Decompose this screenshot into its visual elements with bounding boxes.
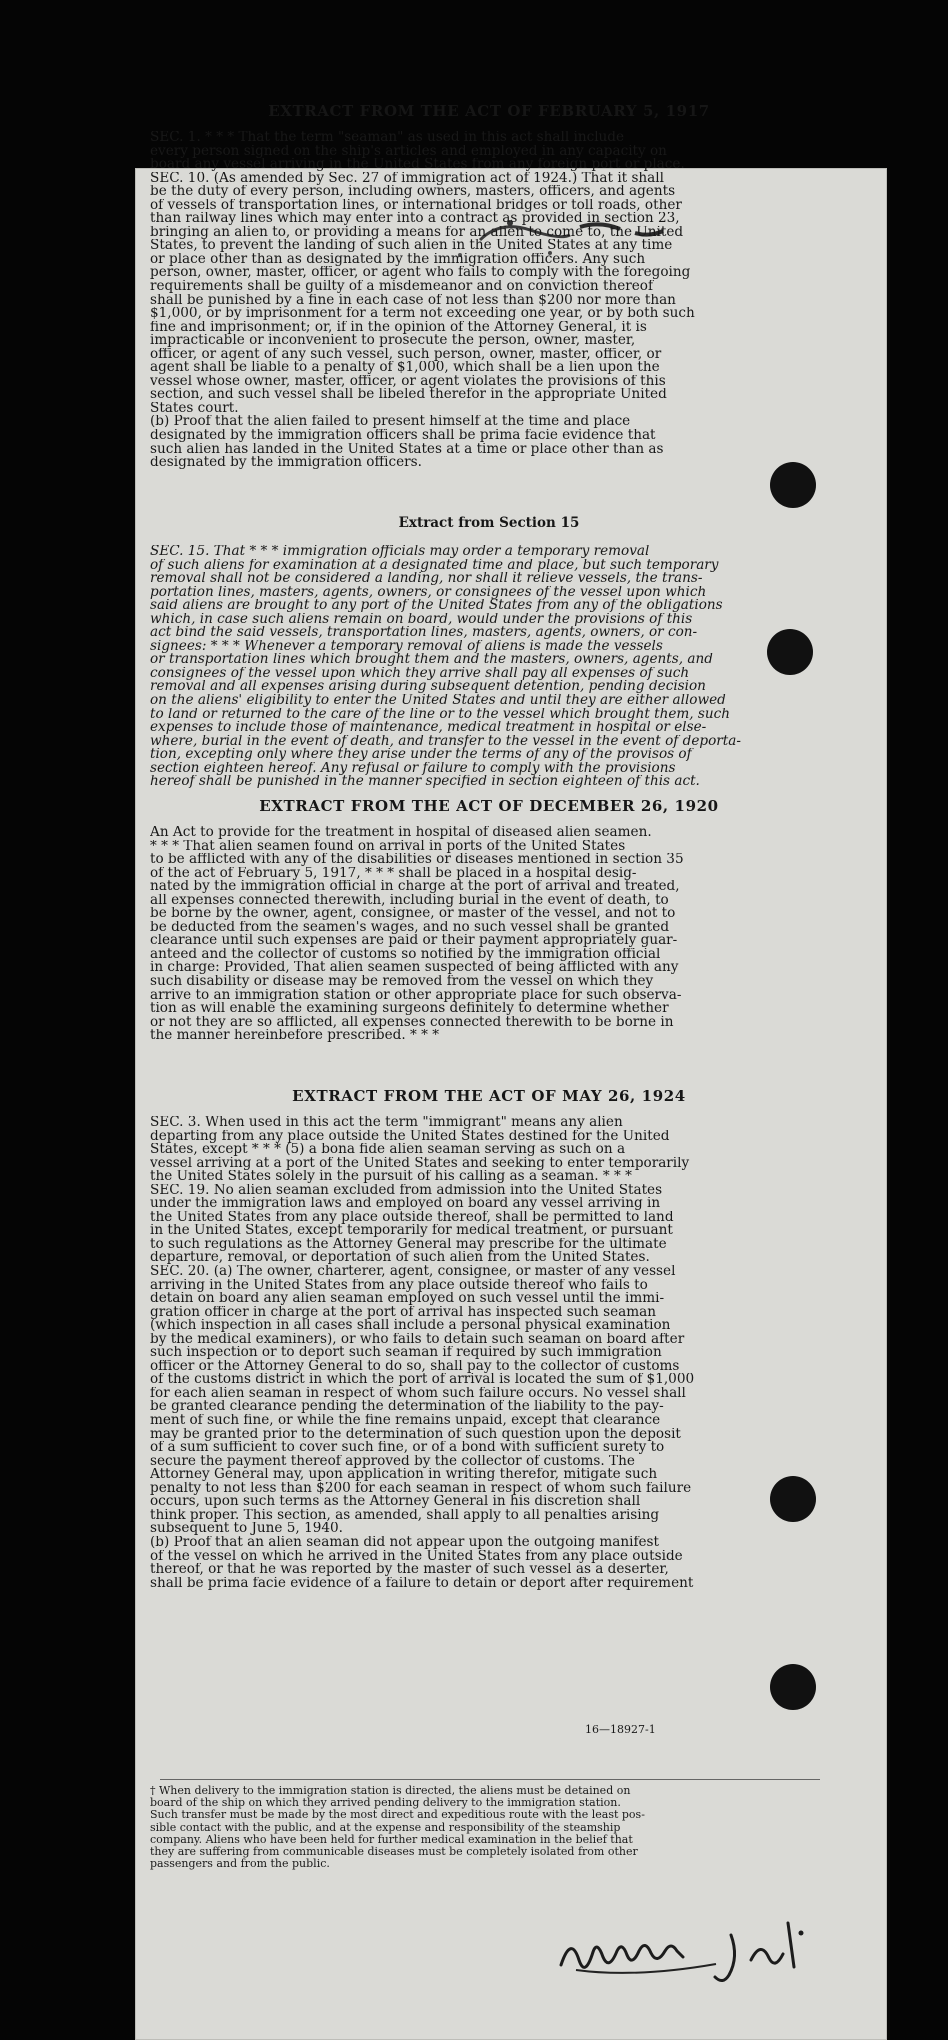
section-1917-text xyxy=(150,131,828,470)
text-line: be deducted from the seamen's wages, and no such vessel shall be granted xyxy=(150,920,670,935)
text-line: all expenses connected therewith, including burial in the event of death, to xyxy=(150,893,669,908)
text-line: (b) Proof that the alien failed to present himself at the time and place xyxy=(150,415,631,430)
text-line: of such aliens for examination at a designated time and place, but such temporary xyxy=(150,558,719,573)
text-line: arriving in the United States from any place outside thereof who fails to xyxy=(150,1278,648,1293)
text-line: (b) Proof that an alien seaman did not appear upon the outgoing manifest xyxy=(150,1535,659,1550)
text-line: of the customs district in which the port of arrival is located the sum of $1,000 xyxy=(150,1373,695,1387)
text-line: shall be prima facie evidence of a failure to detain or deport after requirement xyxy=(150,1576,694,1591)
text-line: subsequent to June 5, 1940. xyxy=(150,1522,343,1536)
text-line: signees: * * * Whenever a temporary removal of aliens is made the vessels xyxy=(150,639,663,654)
text-line: secure the payment thereof approved by the collector of customs. The xyxy=(150,1454,635,1469)
text-line: removal shall not be considered a landing, nor shall it relieve vessels, the trans- xyxy=(150,572,703,586)
text-line: by the medical examiners), or who fails to detain such seaman on board after xyxy=(150,1332,685,1347)
text-line: in the United States, except temporarily for medical treatment, or pursuant xyxy=(150,1224,673,1238)
text-line: in charge: Provided, That alien seamen suspected of being afflicted with any xyxy=(150,961,679,976)
text-line: on the aliens' eligibility to enter the United States and until they are either allowed xyxy=(150,694,726,708)
text-line: to such regulations as the Attorney General may prescribe for the ultimate xyxy=(150,1237,667,1252)
heading-section-15: Extract from Section 15 xyxy=(398,515,580,531)
text-line: sible contact with the public, and at the expense and responsibility of the steamship xyxy=(150,1821,621,1834)
text-line: * * * That alien seamen found on arrival in ports of the United States xyxy=(150,839,626,854)
heading-act-1920: EXTRACT FROM THE ACT OF DECEMBER 26, 1920 xyxy=(259,797,719,815)
text-line: of a sum sufficient to cover such fine, or of a bond with sufficient surety to xyxy=(150,1441,665,1455)
text-line: think proper. This section, as amended, shall apply to all penalties arising xyxy=(150,1508,660,1523)
heading-act-1924: EXTRACT FROM THE ACT OF MAY 26, 1924 xyxy=(292,1087,686,1105)
text-line: clearance until such expenses are paid or their payment appropriately guar- xyxy=(150,934,678,948)
text-line: for each alien seaman in respect of whom such failure occurs. No vessel shall xyxy=(150,1386,686,1401)
text-line: SEC. 19. No alien seaman excluded from admission into the United States xyxy=(150,1183,663,1198)
text-line: impracticable or inconvenient to prosecute the person, owner, master, xyxy=(150,334,636,348)
text-line: expenses to include those of maintenance, medical treatment in hospital or else- xyxy=(150,721,707,735)
text-line: or transportation lines which brought them and the masters, owners, agents, and xyxy=(150,653,713,667)
text-line: penalty to not less than $200 for each seaman in respect of whom such failure xyxy=(150,1481,692,1496)
text-line: States court. xyxy=(150,401,239,416)
text-line: board any vessel arriving in the United States from any foreign port or place. xyxy=(150,158,685,172)
footnote-text xyxy=(150,1785,828,1870)
text-line: person, owner, master, officer, or agent who fails to comply with the foregoing xyxy=(150,266,691,281)
text-line: tion as will enable the examining surgeons definitely to determine whether xyxy=(150,1002,669,1016)
text-line: portation lines, masters, agents, owners, or consignees of the vessel upon which xyxy=(150,585,707,600)
heading-act-1917: EXTRACT FROM THE ACT OF FEBRUARY 5, 1917 xyxy=(268,102,710,120)
text-line: officer, or agent of any such vessel, such person, owner, master, officer, or xyxy=(150,347,662,362)
text-line: they are suffering from communicable diseases must be completely isolated from other xyxy=(150,1846,638,1859)
text-line: tion, excepting only where they arise under the terms of any of the provisos of xyxy=(150,748,692,762)
text-line: removal and all expenses arising during subsequent detention, pending decision xyxy=(150,680,706,695)
text-line: section eighteen hereof. Any refusal or failure to comply with the provisions xyxy=(150,761,676,776)
text-line: the manner hereinbefore prescribed. * * * xyxy=(150,1029,440,1043)
text-line: of vessels of transportation lines, or international bridges or toll roads, other xyxy=(150,198,682,213)
text-line: board of the ship on which they arrived pending delivery to the immigration station. xyxy=(150,1797,621,1810)
text-line: to be afflicted with any of the disabilities or diseases mentioned in section 35 xyxy=(150,853,684,867)
text-line: gration officer in charge at the port of arrival has inspected such seaman xyxy=(150,1305,657,1320)
text-line: be the duty of every person, including owners, masters, officers, and agents xyxy=(150,185,676,199)
text-line: or not they are so afflicted, all expenses connected therewith to be borne in xyxy=(150,1015,674,1030)
text-line: such inspection or to deport such seaman if required by such immigration xyxy=(150,1346,662,1360)
text-line: anteed and the collector of customs so notified by the immigration official xyxy=(150,947,661,962)
text-line: bringing an alien to, or providing a means for an alien to come to, the United xyxy=(150,225,684,240)
text-line: be borne by the owner, agent, consignee, or master of the vessel, and not to xyxy=(150,907,676,921)
text-line: of the vessel on which he arrived in the United States from any place outside xyxy=(150,1549,683,1564)
text-line: to land or returned to the care of the line or to the vessel which brought them, such xyxy=(150,707,730,722)
text-line: may be granted prior to the determination of such question upon the deposit xyxy=(150,1427,681,1442)
text-line: fine and imprisonment; or, if in the opinion of the Attorney General, it is xyxy=(150,320,647,335)
text-line: the United States solely in the pursuit of his calling as a seaman. * * * xyxy=(150,1170,632,1184)
text-line: arrive to an immigration station or other appropriate place for such observa- xyxy=(150,988,682,1003)
text-line: officer or the Attorney General to do so, shall pay to the collector of customs xyxy=(150,1359,680,1374)
text-line: consignees of the vessel upon which they arrive shall pay all expenses of such xyxy=(150,666,690,681)
text-line: departing from any place outside the United States destined for the United xyxy=(150,1129,670,1144)
section-1920-text xyxy=(150,826,828,1043)
section-1924-text xyxy=(150,1116,828,1590)
section-15-text xyxy=(150,545,828,789)
text-line: agent shall be liable to a penalty of $1,000, which shall be a lien upon the xyxy=(150,361,660,375)
text-line: ment of such fine, or while the fine remains unpaid, except that clearance xyxy=(150,1414,661,1428)
text-line: Attorney General may, upon application in writing therefor, mitigate such xyxy=(150,1468,658,1482)
text-line: departure, removal, or deportation of such alien from the United States. xyxy=(150,1251,650,1266)
handwritten-signature xyxy=(556,1915,816,1995)
text-line: where, burial in the event of death, and transfer to the vessel in the event of deporta- xyxy=(150,734,741,749)
footnote-divider xyxy=(160,1779,820,1780)
text-line: said aliens are brought to any port of the United States from any of the obligations xyxy=(150,599,723,613)
text-line: or place other than as designated by the immigration officers. Any such xyxy=(150,252,646,267)
text-line: States, to prevent the landing of such alien in the United States at any time xyxy=(150,239,673,253)
text-line: shall be punished by a fine in each case of not less than $200 nor more than xyxy=(150,293,676,308)
text-line: SEC. 15. That * * * immigration officials may order a temporary removal xyxy=(150,545,650,559)
text-line: thereof, or that he was reported by the master of such vessel as a deserter, xyxy=(150,1563,669,1577)
text-line: under the immigration laws and employed on board any vessel arriving in xyxy=(150,1197,661,1211)
text-line: † When delivery to the immigration station is directed, the aliens must be detained on xyxy=(150,1785,631,1797)
text-line: of the act of February 5, 1917, * * * shall be placed in a hospital desig- xyxy=(150,866,637,881)
text-line: An Act to provide for the treatment in hospital of diseased alien seamen. xyxy=(150,826,652,840)
text-line: be granted clearance pending the determination of the liability to the pay- xyxy=(150,1400,664,1415)
text-line: such alien has landed in the United States at a time or place other than as xyxy=(150,442,664,457)
text-line: section, and such vessel shall be libeled therefor in the appropriate United xyxy=(150,388,667,402)
text-line: requirements shall be guilty of a misdemeanor and on conviction thereof xyxy=(150,280,654,294)
text-line: vessel arriving at a port of the United States and seeking to enter temporarily xyxy=(150,1156,690,1171)
form-number: 16—18927-1 xyxy=(585,1723,656,1736)
text-line: hereof shall be punished in the manner specified in section eighteen of this act. xyxy=(150,775,700,789)
text-line: detain on board any alien seaman employed on such vessel until the immi- xyxy=(150,1292,665,1306)
text-line: designated by the immigration officers. xyxy=(150,456,422,470)
text-line: every person signed on the ship's articles and employed in any capacity on xyxy=(150,144,667,159)
text-line: passengers and from the public. xyxy=(150,1858,330,1871)
text-line: than railway lines which may enter into a contract as provided in section 23, xyxy=(150,212,680,226)
text-line: occurs, upon such terms as the Attorney General in his discretion shall xyxy=(150,1495,641,1509)
text-line: SEC. 20. (a) The owner, charterer, agent, consignee, or master of any vessel xyxy=(150,1265,676,1279)
text-line: Such transfer must be made by the most direct and expeditious route with the least pos- xyxy=(150,1809,645,1822)
text-line: SEC. 10. (As amended by Sec. 27 of immigration act of 1924.) That it shall xyxy=(150,171,664,186)
text-line: States, except * * * (5) a bona fide alien seaman serving as such on a xyxy=(150,1143,626,1157)
document-content xyxy=(150,0,828,1872)
text-line: SEC. 3. When used in this act the term "immigrant" means any alien xyxy=(150,1116,623,1130)
text-line: (which inspection in all cases shall include a personal physical examination xyxy=(150,1319,671,1333)
text-line: $1,000, or by imprisonment for a term not exceeding one year, or by both such xyxy=(150,307,695,321)
text-line: act bind the said vessels, transportation lines, masters, agents, owners, or con- xyxy=(150,626,698,640)
text-line: the United States from any place outside thereof, shall be permitted to land xyxy=(150,1210,674,1225)
text-line: company. Aliens who have been held for further medical examination in the belief that xyxy=(150,1833,633,1846)
text-line: nated by the immigration official in charge at the port of arrival and treated, xyxy=(150,880,680,894)
text-line: vessel whose owner, master, officer, or agent violates the provisions of this xyxy=(150,374,666,389)
text-line: which, in case such aliens remain on board, would under the provisions of this xyxy=(150,612,693,627)
text-line: designated by the immigration officers shall be prima facie evidence that xyxy=(150,429,656,443)
text-line: such disability or disease may be removed from the vessel on which they xyxy=(150,975,654,989)
text-line: SEC. 1. * * * That the term "seaman" as used in this act shall include xyxy=(150,131,625,145)
